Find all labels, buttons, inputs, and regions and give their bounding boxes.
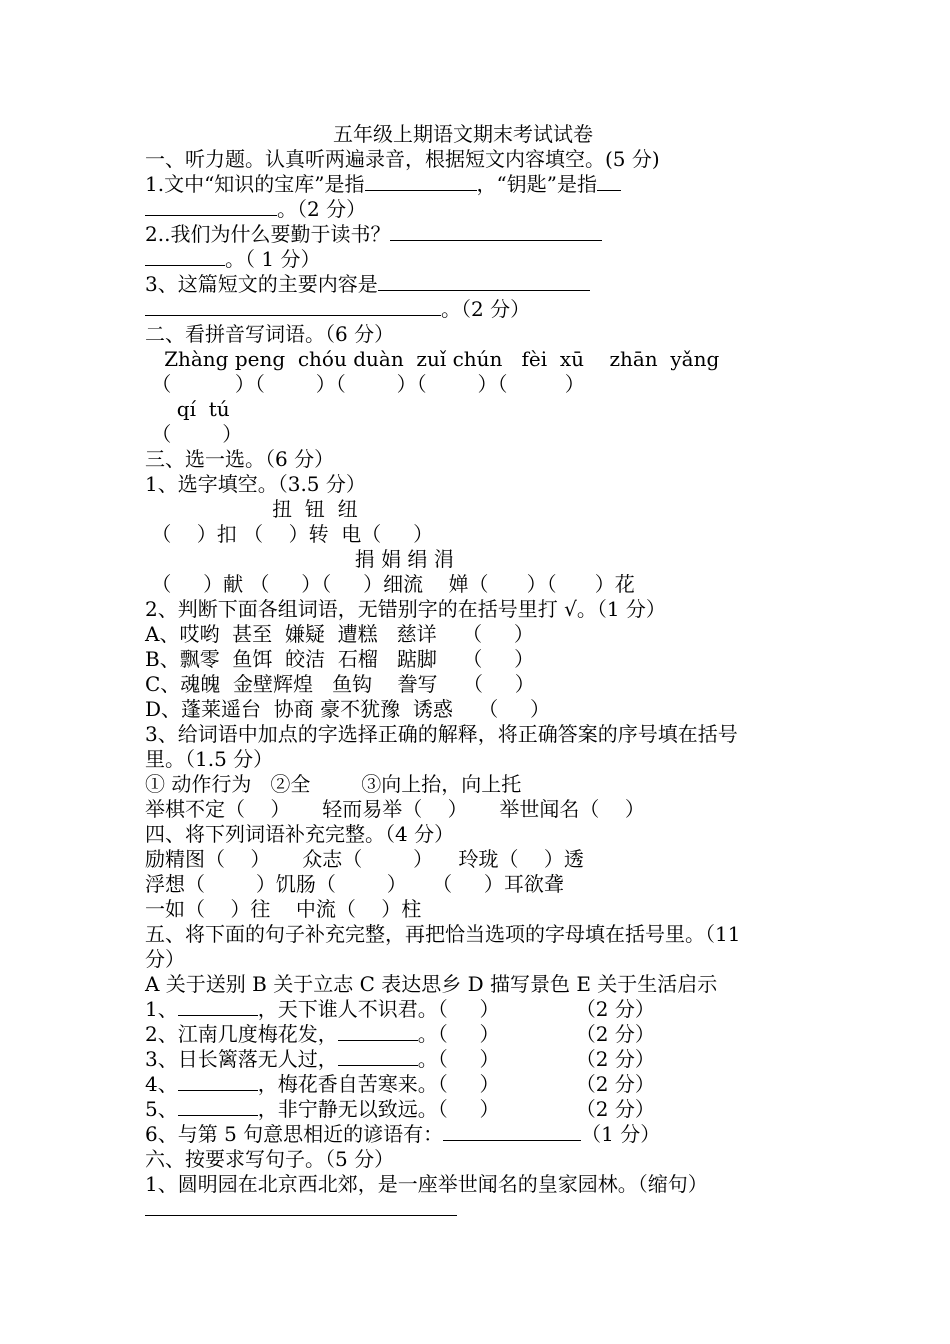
answer-blank[interactable] xyxy=(338,1047,418,1066)
option-b[interactable]: B、飘零 鱼饵 皎洁 石榴 踮脚 （ ） xyxy=(145,647,535,671)
pinyin-row-1: Zhàng peng chóu duàn zuǐ chún fèi xū zhān yǎng xyxy=(145,347,720,371)
option-c[interactable]: C、魂魄 金壁辉煌 鱼钩 誊写 （ ） xyxy=(145,672,535,696)
section-5-heading-line-2: 分） xyxy=(145,947,185,971)
section-3-heading: 三、选一选。（6 分） xyxy=(145,447,335,471)
answer-blank[interactable] xyxy=(378,272,590,291)
char-fill-row-2[interactable]: （ ）献 （ ）（ ）细流 婵（ ）（ ）花 xyxy=(145,572,635,596)
char-fill-row-1[interactable]: （ ）扣 （ ）转 电（ ） xyxy=(145,522,434,546)
definitions-list: ① 动作行为 ②全 ③向上抬，向上托 xyxy=(145,772,522,796)
answer-blank[interactable] xyxy=(365,172,477,191)
question-1-line-2: 。（2 分） xyxy=(145,197,366,222)
answer-blank[interactable] xyxy=(145,247,225,266)
answer-blank[interactable] xyxy=(178,1097,258,1116)
poem-line-4: 4、 ，梅花香自苦寒来。（ ） （2 分） xyxy=(145,1072,655,1096)
section-4-heading: 四、将下列词语补充完整。（4 分） xyxy=(145,822,455,846)
section-6-question-1: 1、圆明园在北京西北郊，是一座举世闻名的皇家园林。（缩句） xyxy=(145,1172,708,1196)
option-a[interactable]: A、哎哟 甚至 嫌疑 遭糕 慈详 （ ） xyxy=(145,622,534,646)
section-3-question-3-line-2: 里。（1.5 分） xyxy=(145,747,274,771)
char-options-2: 捐 娟 绢 涓 xyxy=(145,547,454,571)
section-6-heading: 六、按要求写句子。（5 分） xyxy=(145,1147,395,1171)
section-1-heading: 一、听力题。认真听两遍录音，根据短文内容填空。(5 分) xyxy=(145,147,660,171)
word-fill-row-2[interactable]: 浮想（ ）饥肠（ ） （ ）耳欲聋 xyxy=(145,872,564,896)
poem-line-3: 3、日长篱落无人过， 。（ ） （2 分） xyxy=(145,1047,655,1071)
pinyin-row-2: qí tú xyxy=(145,397,230,421)
answer-blank[interactable] xyxy=(145,197,277,216)
proverb-question: 6、与第 5 句意思相近的谚语有： （1 分） xyxy=(145,1122,661,1146)
answer-blank[interactable] xyxy=(145,297,441,316)
section-5-heading-line-1: 五、将下面的句子补充完整，再把恰当选项的字母填在括号里。（11 xyxy=(145,922,741,946)
answer-blank[interactable] xyxy=(338,1022,418,1041)
question-2-line-2: 。（ 1 分） xyxy=(145,247,320,272)
poem-line-1: 1、 ，天下谁人不识君。（ ） （2 分） xyxy=(145,997,655,1021)
answer-blank[interactable] xyxy=(178,997,258,1016)
section-3-question-1: 1、选字填空。（3.5 分） xyxy=(145,472,366,496)
question-3-line-1: 3、这篇短文的主要内容是 xyxy=(145,272,590,297)
page-title: 五年级上期语文期末考试试卷 xyxy=(333,122,593,146)
answer-blank[interactable] xyxy=(145,1197,457,1216)
poem-line-2: 2、江南几度梅花发， 。（ ） （2 分） xyxy=(145,1022,655,1046)
section-5-options: A 关于送别 B 关于立志 C 表达思乡 D 描写景色 E 关于生活启示 xyxy=(145,972,718,996)
question-2-line-1: 2..我们为什么要勤于读书？ xyxy=(145,222,602,247)
answer-blank[interactable] xyxy=(390,222,602,241)
word-fill-row-1[interactable]: 励精图（ ） 众志（ ） 玲珑（ ）透 xyxy=(145,847,584,871)
answer-blank[interactable] xyxy=(443,1122,581,1141)
answer-blank[interactable] xyxy=(597,172,621,191)
word-fill-row-3[interactable]: 一如（ ）往 中流（ ）柱 xyxy=(145,897,422,921)
question-1-line-1: 1.文中“知识的宝库”是指 ，“钥匙”是指 xyxy=(145,172,621,197)
answer-brackets-row-2[interactable]: （ ） xyxy=(145,422,243,446)
sentence-answer-line[interactable] xyxy=(145,1197,457,1222)
option-d[interactable]: D、蓬莱遥台 协商 豪不犹豫 诱惑 （ ） xyxy=(145,697,551,721)
idiom-answer-row[interactable]: 举棋不定（ ） 轻而易举（ ） 举世闻名（ ） xyxy=(145,797,645,821)
poem-line-5: 5、 ，非宁静无以致远。（ ） （2 分） xyxy=(145,1097,655,1121)
section-2-heading: 二、看拼音写词语。（6 分） xyxy=(145,322,395,346)
answer-brackets-row-1[interactable]: （ ）（ ）（ ）（ ）（ ） xyxy=(145,372,585,396)
question-3-line-2: 。（2 分） xyxy=(145,297,530,322)
section-3-question-3-line-1: 3、给词语中加点的字选择正确的解释，将正确答案的序号填在括号 xyxy=(145,722,738,746)
char-options-1: 扭 钮 纽 xyxy=(145,497,358,521)
section-3-question-2: 2、判断下面各组词语，无错别字的在括号里打 √。（1 分） xyxy=(145,597,666,621)
answer-blank[interactable] xyxy=(178,1072,258,1091)
